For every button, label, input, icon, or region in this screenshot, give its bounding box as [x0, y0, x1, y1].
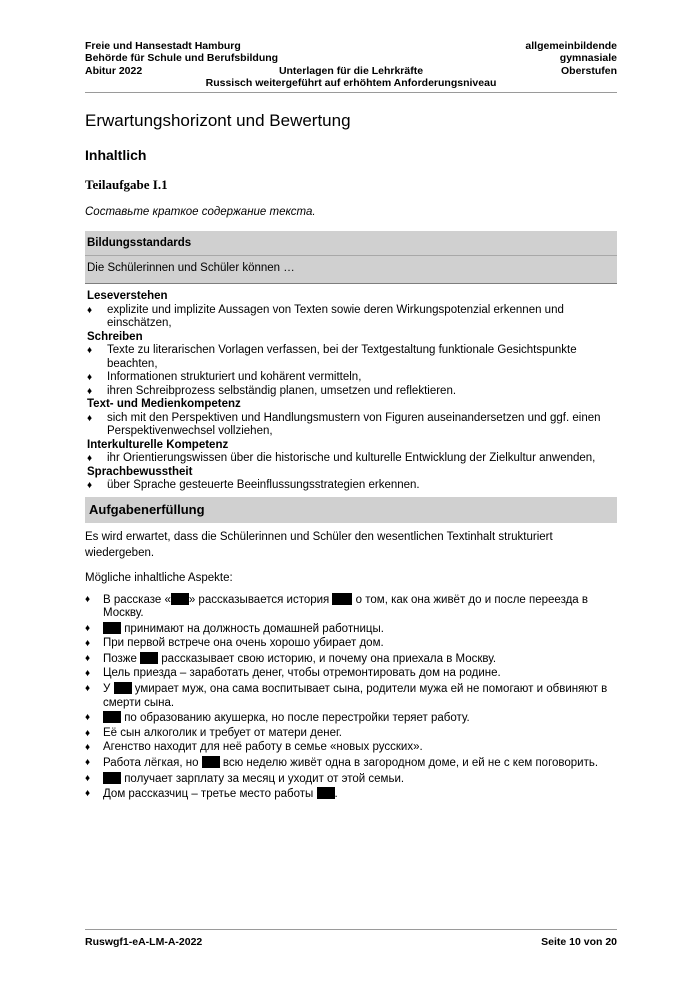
competence-title: Leseverstehen [87, 290, 168, 302]
aspects-intro: Mögliche inhaltliche Aspekte: [85, 571, 233, 584]
aspect-item [85, 667, 617, 681]
competence-item-text: sich mit den Perspektiven und Handlungsmustern von Figuren auseinandersetzen und ggf. einen Perspektivenwechsel vollziehen, [107, 411, 601, 437]
header-authority: Behörde für Schule und Berufsbildung [85, 52, 279, 65]
aspect-text: Позже [103, 652, 141, 665]
aspect-text: Дом рассказчиц – третье место работы [103, 788, 317, 801]
standards-bottom-rule [85, 283, 617, 284]
diamond-bullet-icon: ♦ [87, 372, 93, 383]
diamond-bullet-icon: ♦ [87, 385, 93, 397]
diamond-bullet-icon: ♦ [85, 712, 91, 724]
diamond-bullet-icon: ♦ [85, 788, 91, 800]
diamond-bullet-icon: ♦ [85, 727, 91, 739]
competence-title: Text- und Medienkompetenz [87, 398, 241, 410]
competence-title: Sprachbewusstheit [87, 465, 193, 478]
redacted-name-block [202, 756, 220, 768]
diamond-bullet-icon: ♦ [87, 345, 93, 356]
aspect-item [85, 756, 617, 771]
redacted-name-block [317, 787, 335, 799]
competence-item-text: Texte zu literarischen Vorlagen verfassen, bei der Textgestaltung funktionale Gesichtspunkte beachten, [107, 344, 577, 370]
competence-items [85, 412, 617, 439]
fulfillment-heading: Aufgabenerfüllung [85, 497, 617, 523]
aspect-text: принимают на должность домашней работницы. [121, 622, 384, 635]
aspect-text: по образованию акушерка, но после перестройки теряет работу. [121, 712, 470, 725]
redacted-name-block [103, 772, 121, 784]
aspect-text: Агенство находит для неё работу в семье «новых русских». [103, 741, 423, 754]
diamond-bullet-icon: ♦ [85, 683, 91, 695]
competence-item-text: ihr Orientierungswissen über die historische und kulturelle Entwicklung der Zielkultur anwenden, [107, 452, 596, 464]
aspect-item [85, 711, 617, 726]
aspect-item [85, 727, 617, 741]
redacted-name-block [332, 593, 352, 605]
aspect-item [85, 637, 617, 651]
redacted-name-block [140, 652, 158, 664]
header-school-type-3: Oberstufen [560, 64, 617, 77]
header-exam: Abitur 2022 [85, 64, 143, 77]
competence-item [85, 304, 617, 331]
diamond-bullet-icon: ♦ [87, 480, 93, 491]
competence-items [85, 479, 617, 493]
competence-item-text: über Sprache gesteuerte Beeinflussungsstrategien erkennen. [107, 479, 420, 491]
diamond-bullet-icon: ♦ [87, 453, 93, 464]
aspect-text: » рассказывается история [188, 593, 333, 606]
aspect-item [85, 593, 617, 621]
redacted-name-block [103, 622, 121, 634]
section-heading: Inhaltlich [85, 147, 147, 163]
subtask-heading: Teilaufgabe I.1 [85, 177, 168, 192]
diamond-bullet-icon: ♦ [87, 412, 93, 424]
competence-list [85, 290, 617, 493]
competence-item [85, 452, 617, 466]
header-center [85, 65, 617, 90]
header-subject: Russisch weitergeführt auf erhöhtem Anforderungsniveau [205, 77, 497, 90]
header-school-type-1: allgemeinbildende [525, 40, 617, 52]
standards-intro: Die Schülerinnen und Schüler können … [87, 262, 295, 274]
aspect-list [85, 593, 617, 802]
footer-doc-code: Ruswgf1-eA-LM-A-2022 [85, 936, 203, 948]
page-title: Erwartungshorizont und Bewertung [85, 111, 351, 130]
competence-title: Interkulturelle Kompetenz [87, 438, 229, 451]
aspect-item [85, 682, 617, 710]
footer-divider [85, 929, 617, 930]
aspect-text: Работа лёгкая, но [103, 757, 202, 770]
competence-items [85, 344, 617, 398]
aspect-text: умирает муж, она сама воспитывает сына, родители мужа ей не помогают и обвиняют в смерти сына. [103, 683, 608, 709]
competence-item [85, 479, 617, 493]
footer-page-number: Seite 10 von 20 [541, 936, 617, 948]
aspect-text: рассказывает свою историю, и почему она приехала в Москву. [158, 652, 497, 665]
aspect-text: всю неделю живёт одна в загородном доме, и ей не с кем поговорить. [219, 757, 599, 770]
competence-item [85, 385, 617, 399]
aspect-text: о том, как она живёт до и после переезда в Москву. [103, 593, 588, 620]
aspect-item [85, 652, 617, 667]
competence-item-text: explizite und implizite Aussagen von Texten sowie deren Wirkungspotenzial erkennen und einschätzen, [107, 303, 564, 329]
aspect-text: В рассказе « [103, 593, 171, 606]
diamond-bullet-icon: ♦ [85, 668, 91, 680]
aspect-item [85, 741, 617, 755]
competence-item-text: Informationen strukturiert und kohärent vermitteln, [107, 371, 362, 383]
header-city: Freie und Hansestadt Hamburg [85, 40, 241, 52]
diamond-bullet-icon: ♦ [85, 742, 91, 754]
redacted-name-block [171, 593, 189, 605]
diamond-bullet-icon: ♦ [85, 772, 91, 784]
redacted-name-block [114, 682, 132, 694]
aspect-item [85, 772, 617, 787]
competence-items [85, 304, 617, 331]
expectation-text: Es wird erwartet, dass die Schülerinnen und Schüler den wesentlichen Textinhalt strukturiert wiedergeben. [85, 530, 553, 559]
aspect-text: У [103, 683, 114, 696]
diamond-bullet-icon: ♦ [85, 638, 91, 650]
page-footer [85, 929, 617, 950]
aspect-text: . [334, 788, 338, 801]
header-doc-type: Unterlagen für die Lehrkräfte [278, 64, 424, 77]
diamond-bullet-icon: ♦ [85, 652, 91, 664]
document-page [85, 40, 617, 803]
standards-divider [85, 255, 617, 256]
page-header [85, 40, 617, 92]
aspect-text: При первой встрече она очень хорошо убирает дом. [103, 637, 384, 650]
aspect-item [85, 622, 617, 637]
aspect-text: получает зарплату за месяц и уходит от этой семьи. [121, 772, 405, 785]
redacted-name-block [103, 711, 121, 723]
competence-item [85, 344, 617, 371]
competence-title: Schreiben [87, 330, 143, 343]
standards-box [85, 231, 617, 283]
diamond-bullet-icon: ♦ [87, 304, 93, 316]
task-text: Составьте краткое содержание текста. [85, 206, 316, 218]
diamond-bullet-icon: ♦ [85, 757, 91, 769]
standards-title: Bildungsstandards [87, 237, 192, 249]
aspect-item [85, 787, 617, 802]
diamond-bullet-icon: ♦ [85, 622, 91, 634]
competence-item [85, 371, 617, 385]
competence-item [85, 412, 617, 439]
competence-items [85, 452, 617, 466]
aspect-text: Её сын алкоголик и требует от матери денег. [103, 726, 342, 739]
header-school-type-2: gymnasiale [559, 52, 617, 65]
diamond-bullet-icon: ♦ [85, 593, 91, 605]
header-divider [85, 92, 617, 93]
aspect-text: Цель приезда – заработать денег, чтобы отремонтировать дом на родине. [103, 667, 501, 680]
competence-item-text: ihren Schreibprozess selbständig planen, umsetzen und reflektieren. [107, 384, 457, 397]
